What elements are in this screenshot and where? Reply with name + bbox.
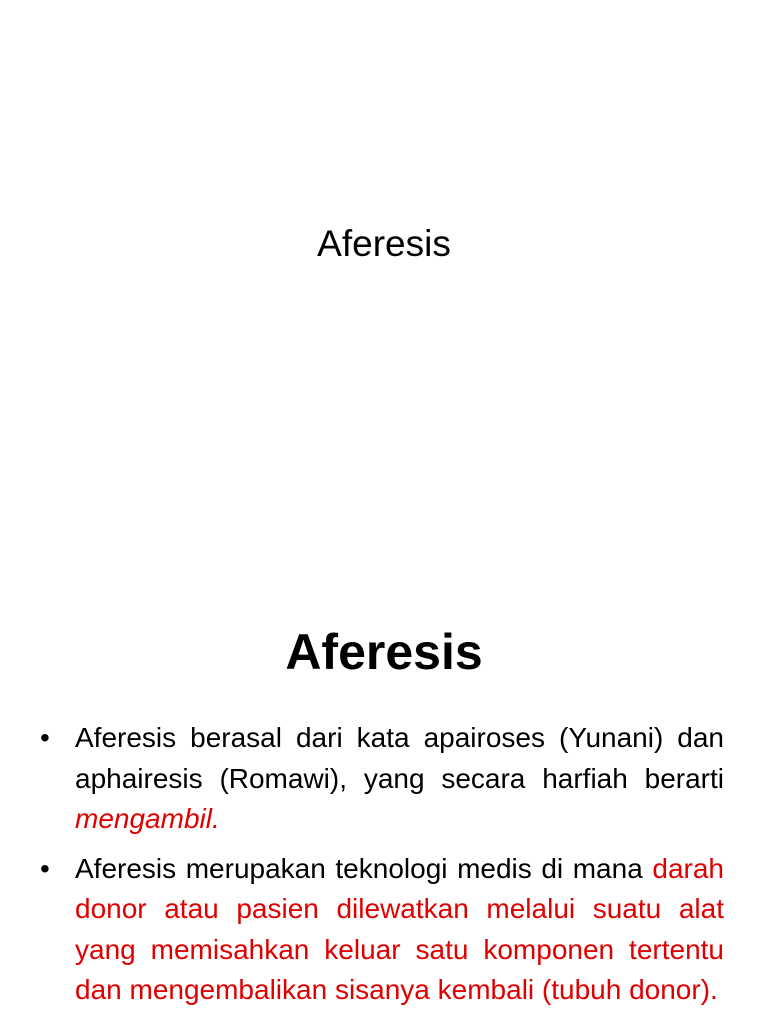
bullet-highlight: darah donor atau pasien dilewatkan melalui suatu alat yang memisahkan keluar satu komponen tertentu dan mengembalikan sisanya kembali (tubuh donor).	[75, 852, 724, 1005]
bullet-text: Aferesis berasal dari kata apairoses (Yunani) dan aphairesis (Romawi), yang secara harfiah berarti	[75, 722, 724, 794]
bullet-item-definition	[40, 849, 724, 1011]
bullet-emphasis: mengambil.	[75, 803, 220, 834]
bullet-item-etymology	[40, 718, 724, 840]
bullet-text: Aferesis merupakan teknologi medis di mana	[75, 852, 653, 884]
bullet-list	[40, 718, 724, 1020]
slide-two-title: Aferesis	[285, 624, 483, 680]
bullet-marker: •	[40, 722, 50, 753]
slide-one-title: Aferesis	[317, 223, 451, 264]
bullet-marker: •	[40, 852, 50, 884]
